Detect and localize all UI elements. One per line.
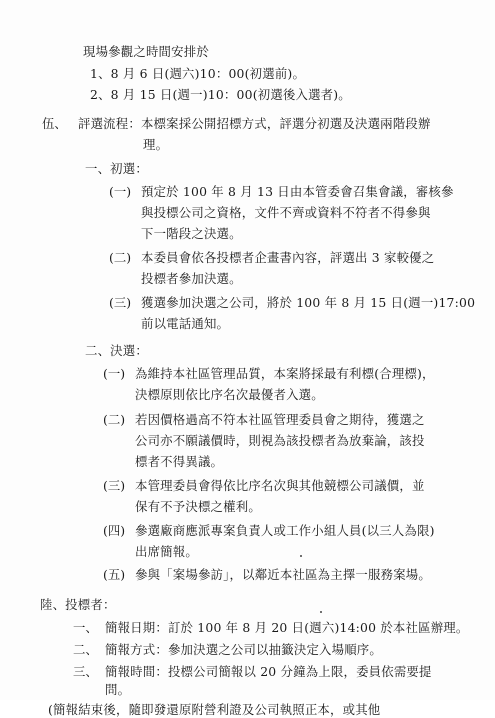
final-item-5-line1: 參與「案場參訪」，以鄰近本社區為主擇一服務案場。 <box>135 567 431 582</box>
visit-date-2: 2、8 月 15 日(週一)10：00(初選後入選者)。 <box>90 87 351 102</box>
visit-schedule-title: 現場參觀之時間安排於 <box>83 44 209 59</box>
final-item-4-line1: 參選廠商應派專案負責人或工作小組人員(以三人為限) <box>135 523 435 538</box>
prelim-item-3-line1: 獲選參加決選之公司，將於 100 年 8 月 15 日(週一)17:00 <box>141 295 476 310</box>
bidder-item-3-line2: 問。 <box>105 682 131 697</box>
prelim-item-3-line2: 前以電話通知。 <box>141 316 230 331</box>
bidder-item-2-num: 二、 <box>73 642 98 657</box>
prelim-item-1-line1: 預定於 100 年 8 月 13 日由本管委會召集會議，審核參 <box>141 184 454 199</box>
final-item-2-line3: 標者不得異議。 <box>135 454 224 469</box>
prelim-item-3-num: (三) <box>109 295 132 310</box>
section-6-label: 陸、投標者： <box>40 597 116 612</box>
bidder-item-1-num: 一、 <box>73 620 98 635</box>
final-item-1-line2: 決標原則依比序名次最優者入選。 <box>135 387 324 402</box>
final-item-3-num: (三) <box>103 478 126 493</box>
scan-speck <box>300 555 302 557</box>
final-item-4-num: (四) <box>103 523 126 538</box>
final-item-4-line2: 出席簡報。 <box>135 544 198 559</box>
section-5-label: 伍、 <box>42 116 67 131</box>
prelim-item-2-line1: 本委員會依各投標者企畫書內容，評選出 3 家較優之 <box>141 250 435 265</box>
prelim-item-2-line2: 投標者參加決選。 <box>141 271 242 286</box>
prelim-item-1-line3: 下一階段之決選。 <box>141 226 242 241</box>
subsection-final-label: 二、決選： <box>85 343 148 358</box>
final-item-5-num: (五) <box>103 567 126 582</box>
final-item-3-line2: 保有不予決標之權利。 <box>135 499 261 514</box>
final-item-2-num: (二) <box>103 412 126 427</box>
final-item-1-line1: 為維持本社區管理品質，本案將採最有利標(合理標)， <box>135 366 435 381</box>
footer-note: (簡報結束後，隨即發還原附營利證及公司執照正本，或其他 <box>48 702 381 717</box>
bidder-item-3-line1: 簡報時間：投標公司簡報以 20 分鐘為上限，委員依需要提 <box>105 664 432 679</box>
section-5-text-line1: 評選流程：本標案採公開招標方式，評選分初選及決選兩階段辦 <box>78 116 431 131</box>
section-5-text-line2: 理。 <box>143 137 169 152</box>
final-item-2-line1: 若因價格過高不符本社區管理委員會之期待，獲選之 <box>135 412 425 427</box>
prelim-item-1-line2: 與投標公司之資格，文件不齊或資料不符者不得參與 <box>141 205 431 220</box>
visit-date-1: 1、8 月 6 日(週六)10：00(初選前)。 <box>90 66 306 81</box>
final-item-3-line1: 本管理委員會得依比序名次與其他競標公司議價，並 <box>135 478 425 493</box>
scan-speck <box>320 611 322 613</box>
prelim-item-2-num: (二) <box>109 250 132 265</box>
prelim-item-1-num: (一) <box>109 184 132 199</box>
bidder-item-1-line1: 簡報日期：訂於 100 年 8 月 20 日(週六)14:00 於本社區辦理。 <box>105 620 469 635</box>
bidder-item-3-num: 三、 <box>73 664 98 679</box>
final-item-2-line2: 公司亦不願議價時，則視為該投標者為放棄論，該投 <box>135 433 425 448</box>
bidder-item-2-line1: 簡報方式：參加決選之公司以抽籤決定入場順序。 <box>105 642 382 657</box>
final-item-1-num: (一) <box>103 366 126 381</box>
subsection-preliminary-label: 一、初選： <box>85 161 148 176</box>
